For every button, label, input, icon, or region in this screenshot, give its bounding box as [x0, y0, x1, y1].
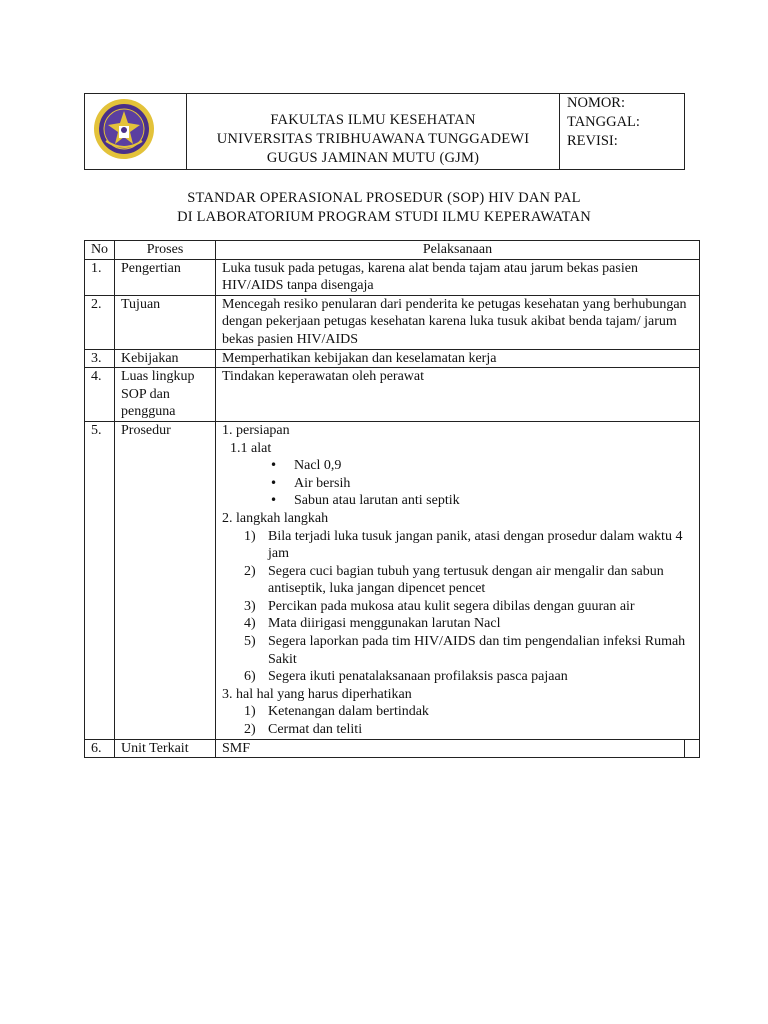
- list-item: [244, 721, 699, 739]
- item-number: 5): [244, 634, 256, 650]
- item-number: 2): [244, 563, 256, 579]
- section-alat: 1.1 alat: [230, 440, 272, 456]
- logo-cell: [85, 94, 187, 170]
- item-text: Bila terjadi luka tusuk jangan panik, atasi dengan prosedur dalam waktu 4 jam: [268, 528, 683, 562]
- row-proses: Pengertian: [115, 259, 216, 295]
- university-logo: [92, 97, 156, 161]
- item-text: Segera ikuti penatalaksanaan profilaksis pasca pajaan: [268, 669, 568, 685]
- item-number: 6): [244, 669, 256, 685]
- list-item: [244, 703, 699, 721]
- header-table: [84, 93, 685, 170]
- row-proses: Luas lingkup SOP dan pengguna: [115, 368, 216, 422]
- item-text: Ketenangan dalam bertindak: [268, 704, 429, 720]
- item-text: Cermat dan teliti: [268, 722, 363, 738]
- table-row: [85, 349, 700, 368]
- header-proses: Proses: [115, 241, 216, 260]
- item-number: 1): [244, 528, 256, 544]
- list-item: • Sabun atau larutan anti septik: [270, 492, 699, 510]
- table-row: [85, 295, 700, 349]
- list-item: • Nacl 0,9: [270, 457, 699, 475]
- item-text: Mata diirigasi menggunakan larutan Nacl: [268, 616, 501, 632]
- item-number: 2): [244, 722, 256, 738]
- item-number: 3): [244, 598, 256, 614]
- perhatian-list: [222, 703, 699, 738]
- list-item: [244, 563, 699, 598]
- item-text: Segera cuci bagian tubuh yang tertusuk dengan air mengalir dan sabun antiseptik, luka jangan dipencet pencet: [268, 563, 664, 597]
- item-text: Segera laporkan pada tim HIV/AIDS dan tim pengendalian infeksi Rumah Sakit: [268, 634, 686, 667]
- row-number: 6.: [85, 739, 115, 758]
- nomor-label: NOMOR:: [567, 95, 626, 111]
- prosedur-cell: [216, 421, 700, 739]
- title-line-1: STANDAR OPERASIONAL PROSEDUR (SOP) HIV DAN PAL: [187, 190, 581, 206]
- row-pelaksanaan: Tindakan keperawatan oleh perawat: [216, 368, 700, 422]
- table-row: [85, 739, 700, 758]
- list-item: [244, 615, 699, 633]
- row-number: 4.: [85, 368, 115, 422]
- row-number: 2.: [85, 295, 115, 349]
- row-proses: Unit Terkait: [115, 739, 216, 758]
- table-row: [85, 368, 700, 422]
- title-line-2: DI LABORATORIUM PROGRAM STUDI ILMU KEPERAWATAN: [177, 209, 591, 225]
- faculty-name: FAKULTAS ILMU KESEHATAN: [270, 112, 476, 128]
- row-proses: Kebijakan: [115, 349, 216, 368]
- row-pelaksanaan: Mencegah resiko penularan dari penderita ke petugas kesehatan yang berhubungan dengan pekerjaan petugas kesehatan karena luka tusuk akibat benda tajam/ jarum bekas pasien HIV/AIDS: [216, 295, 700, 349]
- row-pelaksanaan: SMF: [216, 739, 685, 758]
- list-item: [244, 633, 699, 668]
- header-no: No: [85, 241, 115, 260]
- tanggal-label: TANGGAL:: [567, 114, 640, 130]
- langkah-list: [222, 528, 699, 686]
- row-number: 5.: [85, 421, 115, 739]
- university-name: UNIVERSITAS TRIBHUAWANA TUNGGADEWI: [216, 131, 530, 147]
- item-number: 1): [244, 704, 256, 720]
- table-header-row: [85, 241, 700, 260]
- table-row: [85, 421, 700, 739]
- section-persiapan: 1. persiapan: [222, 422, 290, 438]
- revisi-label: REVISI:: [567, 133, 618, 149]
- document-info-cell: [560, 94, 685, 170]
- sop-table: [84, 240, 700, 758]
- unit-name: GUGUS JAMINAN MUTU (GJM): [266, 150, 480, 166]
- table-row: [85, 259, 700, 295]
- row-proses: Tujuan: [115, 295, 216, 349]
- item-text: Percikan pada mukosa atau kulit segera dibilas dengan guuran air: [268, 598, 635, 614]
- row-number: 1.: [85, 259, 115, 295]
- list-item: [244, 598, 699, 616]
- section-perhatian: 3. hal hal yang harus diperhatikan: [222, 686, 412, 702]
- section-langkah: 2. langkah langkah: [222, 510, 329, 526]
- list-item: [244, 528, 699, 563]
- list-item: [244, 668, 699, 686]
- document-title: [0, 189, 768, 227]
- list-item: • Air bersih: [270, 475, 699, 493]
- row-number: 3.: [85, 349, 115, 368]
- empty-cell: [685, 739, 700, 758]
- institution-cell: [187, 94, 560, 170]
- row-pelaksanaan: Memperhatikan kebijakan dan keselamatan kerja: [216, 349, 700, 368]
- item-number: 4): [244, 616, 256, 632]
- header-pelaksanaan: Pelaksanaan: [216, 241, 700, 260]
- row-pelaksanaan: Luka tusuk pada petugas, karena alat benda tajam atau jarum bekas pasien HIV/AIDS tanpa disengaja: [216, 259, 700, 295]
- row-proses: Prosedur: [115, 421, 216, 739]
- alat-list: [222, 457, 699, 510]
